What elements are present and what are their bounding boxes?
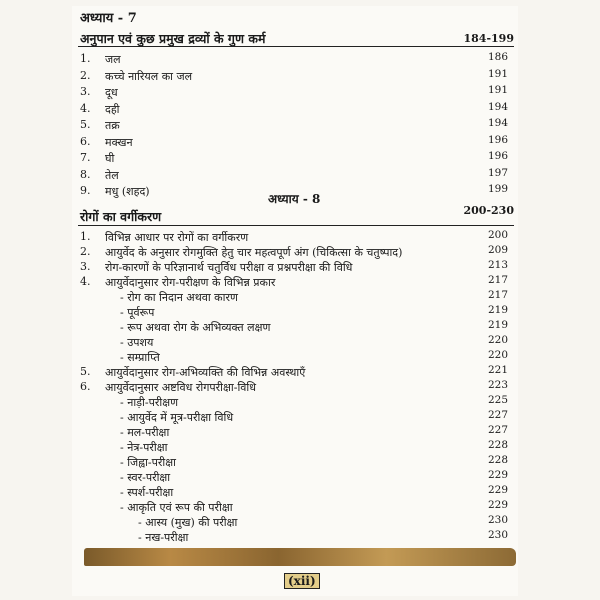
toc-entry bbox=[80, 69, 508, 84]
toc-entry-number: 1. bbox=[80, 230, 91, 243]
toc-entry-title: रोग-कारणों के परिज्ञानार्थ चतुर्विध परीक्षा व प्रश्नपरीक्षा की विधि bbox=[105, 261, 353, 274]
toc-entry bbox=[80, 168, 508, 183]
toc-entry-title: दही bbox=[105, 102, 120, 116]
toc-entry-number: 2. bbox=[80, 245, 91, 258]
toc-entry bbox=[80, 102, 508, 117]
toc-entry-page: 217 bbox=[487, 289, 508, 301]
toc-entry-number: 7. bbox=[80, 151, 91, 164]
toc-entry-number: 3. bbox=[80, 260, 91, 273]
toc-entry-title: - जिह्वा-परीक्षा bbox=[120, 456, 176, 469]
toc-entry-title: - नाड़ी-परीक्षण bbox=[120, 396, 179, 409]
toc-entry-title: - उपशय bbox=[120, 336, 154, 349]
toc-entry-title: - स्वर-परीक्षा bbox=[120, 471, 171, 484]
toc-entry bbox=[80, 455, 508, 470]
page-number: (xii) bbox=[284, 573, 320, 589]
toc-entry bbox=[80, 320, 508, 335]
toc-entry-number: 4. bbox=[80, 275, 91, 288]
toc-entry-page: 194 bbox=[487, 117, 508, 129]
chapter-8-page-range: 200-230 bbox=[463, 204, 514, 217]
toc-entry bbox=[80, 515, 508, 530]
toc-entry-title: - नेत्र-परीक्षा bbox=[120, 441, 168, 454]
toc-entry-page: 219 bbox=[487, 319, 508, 331]
toc-entry bbox=[80, 380, 508, 395]
toc-entry bbox=[80, 85, 508, 100]
toc-entry-page: 225 bbox=[487, 394, 508, 406]
toc-entry-page: 197 bbox=[487, 166, 508, 179]
toc-entry-title: आयुर्वेदानुसार रोग-परीक्षण के विभिन्न प्रकार bbox=[105, 276, 276, 289]
toc-entry-page: 220 bbox=[487, 349, 508, 361]
toc-entry-title: घी bbox=[105, 152, 115, 165]
chapter-7-divider bbox=[78, 46, 514, 47]
toc-entry-page: 228 bbox=[487, 454, 508, 466]
toc-entry bbox=[80, 485, 508, 500]
toc-entry-page: 196 bbox=[487, 133, 508, 146]
toc-entry bbox=[80, 260, 508, 275]
toc-entry bbox=[80, 290, 508, 305]
toc-entry-page: 191 bbox=[487, 67, 508, 80]
toc-entry-page: 191 bbox=[487, 84, 508, 96]
toc-entry bbox=[80, 245, 508, 260]
toc-entry bbox=[80, 350, 508, 365]
toc-entry-title: विभिन्न आधार पर रोगों का वर्गीकरण bbox=[105, 231, 249, 244]
toc-entry-number: 4. bbox=[80, 101, 91, 115]
chapter-8-label: अध्याय - 8 bbox=[268, 192, 321, 206]
chapter-7-page-range: 184-199 bbox=[463, 32, 514, 45]
toc-entry-title: - पूर्वरूप bbox=[120, 306, 155, 319]
toc-entry bbox=[80, 470, 508, 485]
toc-entry bbox=[80, 230, 508, 245]
toc-entry-title: जल bbox=[105, 53, 121, 66]
torn-page-edge bbox=[84, 548, 516, 566]
chapter-8-title: रोगों का वर्गीकरण bbox=[80, 209, 162, 224]
toc-entry bbox=[80, 440, 508, 455]
toc-entry bbox=[80, 305, 508, 320]
toc-entry-page: 194 bbox=[487, 100, 508, 113]
toc-entry-title: - मल-परीक्षा bbox=[120, 426, 170, 439]
toc-entry-page: 229 bbox=[487, 484, 508, 496]
toc-entry bbox=[80, 500, 508, 515]
toc-entry-title: - आस्य (मुख) की परीक्षा bbox=[138, 516, 238, 529]
toc-entry-title: दूध bbox=[105, 86, 118, 99]
chapter-7-label: अध्याय - 7 bbox=[80, 11, 137, 26]
chapter-8-divider bbox=[78, 225, 514, 226]
toc-entry-title: - रोग का निदान अथवा कारण bbox=[120, 291, 238, 304]
toc-entry-number: 1. bbox=[80, 52, 91, 65]
toc-entry bbox=[80, 335, 508, 350]
toc-entry-title: आयुर्वेद के अनुसार रोगमुक्ति हेतु चार महत्वपूर्ण अंग (चिकित्सा के चतुष्पाद) bbox=[105, 246, 403, 259]
toc-entry-page: 227 bbox=[487, 409, 508, 421]
toc-entry-page: 230 bbox=[487, 514, 508, 526]
toc-entry-page: 199 bbox=[487, 183, 508, 195]
toc-entry-title: - आकृति एवं रूप की परीक्षा bbox=[120, 501, 233, 514]
toc-entry-page: 196 bbox=[487, 150, 508, 162]
toc-entry-number: 8. bbox=[80, 167, 91, 181]
toc-entry-title: - आयुर्वेद में मूत्र-परीक्षा विधि bbox=[120, 411, 234, 424]
toc-entry bbox=[80, 395, 508, 410]
toc-entry-title: - रूप अथवा रोग के अभिव्यक्त लक्षण bbox=[120, 321, 271, 334]
toc-entry-number: 6. bbox=[80, 134, 91, 148]
toc-entry-title: - स्पर्श-परीक्षा bbox=[120, 486, 174, 499]
toc-entry-page: 221 bbox=[487, 364, 508, 376]
toc-entry-title: मधु (शहद) bbox=[105, 185, 150, 198]
toc-entry-title: - नख-परीक्षा bbox=[138, 531, 189, 544]
toc-entry bbox=[80, 365, 508, 380]
toc-entry-number: 5. bbox=[80, 118, 91, 131]
toc-entry-title: तेल bbox=[105, 168, 119, 182]
toc-entry bbox=[80, 135, 508, 150]
toc-entry-title: मक्खन bbox=[105, 135, 133, 149]
toc-entry-page: 213 bbox=[487, 259, 508, 271]
toc-entry-page: 200 bbox=[487, 229, 508, 241]
chapter-7-title: अनुपान एवं कुछ प्रमुख द्रव्यों के गुण कर्म bbox=[80, 31, 266, 46]
toc-entry-title: आयुर्वेदानुसार रोग-अभिव्यक्ति की विभिन्न अवस्थाएँ bbox=[105, 366, 306, 379]
toc-entry-number: 9. bbox=[80, 184, 91, 197]
toc-entry-page: 209 bbox=[487, 244, 508, 256]
toc-entry bbox=[80, 118, 508, 133]
toc-entry-page: 219 bbox=[487, 304, 508, 316]
toc-entry-number: 6. bbox=[80, 380, 91, 393]
toc-entry-page: 220 bbox=[487, 334, 508, 346]
toc-entry-page: 230 bbox=[487, 529, 508, 541]
toc-entry-page: 227 bbox=[487, 424, 508, 436]
toc-entry-title: कच्चे नारियल का जल bbox=[105, 69, 193, 83]
toc-entry-page: 229 bbox=[487, 469, 508, 481]
toc-entry-title: - सम्प्राप्ति bbox=[120, 351, 160, 364]
toc-entry-number: 2. bbox=[80, 68, 91, 82]
toc-entry-number: 5. bbox=[80, 365, 91, 378]
toc-entry bbox=[80, 425, 508, 440]
toc-entry-page: 223 bbox=[487, 379, 508, 391]
toc-entry bbox=[80, 275, 508, 290]
toc-entry-number: 3. bbox=[80, 85, 91, 98]
toc-entry bbox=[80, 410, 508, 425]
toc-entry-title: तक्र bbox=[105, 119, 120, 132]
toc-entry-page: 186 bbox=[487, 51, 508, 63]
toc-entry bbox=[80, 530, 508, 545]
toc-entry bbox=[80, 52, 508, 67]
toc-entry-page: 229 bbox=[487, 499, 508, 511]
toc-entry bbox=[80, 151, 508, 166]
toc-entry-page: 228 bbox=[487, 439, 508, 451]
toc-entry-page: 217 bbox=[487, 274, 508, 286]
toc-entry-title: आयुर्वेदानुसार अष्टविध रोगपरीक्षा-विधि bbox=[105, 381, 257, 394]
